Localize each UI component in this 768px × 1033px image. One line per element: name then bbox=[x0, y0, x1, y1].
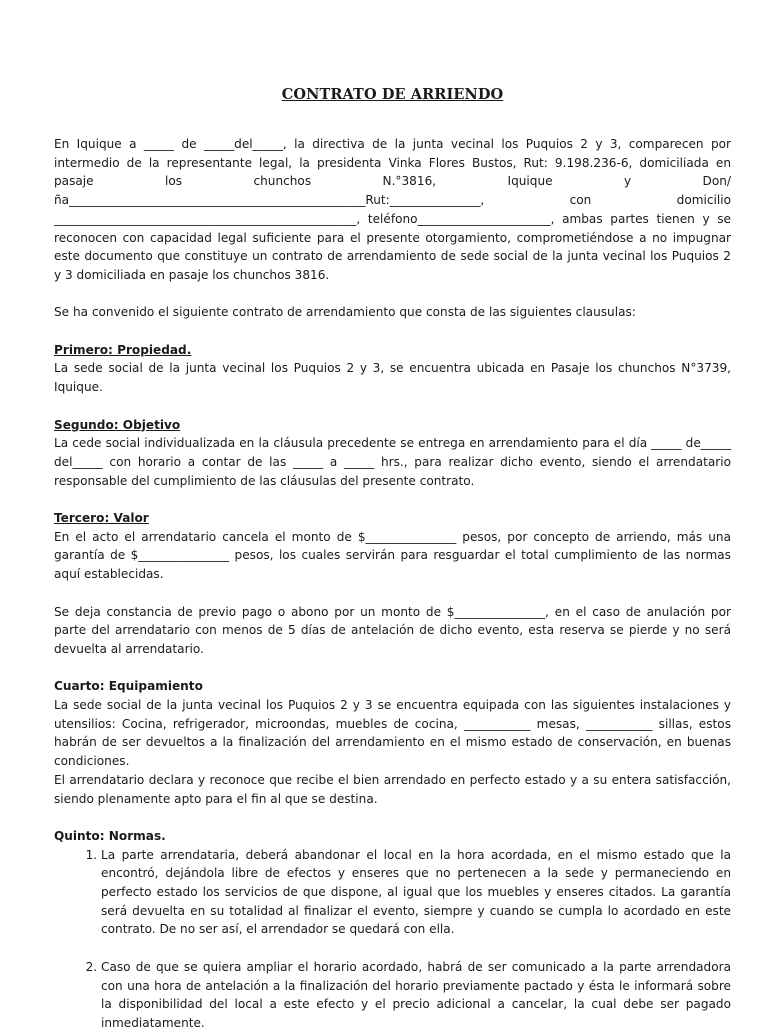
clause-segundo-heading: Segundo: Objetivo bbox=[54, 417, 181, 432]
agreement-paragraph: Se ha convenido el siguiente contrato de arrendamiento que consta de las siguientes clausulas: bbox=[54, 305, 636, 320]
norms-list bbox=[54, 846, 731, 1033]
clause-quinto-heading: Quinto: Normas. bbox=[54, 828, 166, 843]
clause-cuarto-heading: Cuarto: Equipamiento bbox=[54, 679, 203, 694]
intro-paragraph: En Iquique a _____ de _____del_____, la directiva de la junta vecinal los Puquios 2 y 3, comparecen por intermedio de la representante legal, la presidenta Vinka Flores Bustos, Rut: 9.198.236-6, domiciliada en pasaje los chunchos N.°3816, Iquique y Don/ña_________________________________________________Rut:_______________, con domicilio __________________________________________________, teléfono______________________, ambas partes tienen y se reconocen con capacidad legal suficiente para el presente otorgamiento, comprometiéndose a no impugnar este documento que constituye un contrato de arrendamiento de sede social de la junta vecinal los Puquios 2 y 3 domiciliada en pasaje los chunchos 3816. bbox=[54, 137, 731, 282]
clause-cuarto-text: La sede social de la junta vecinal los Puquios 2 y 3 se encuentra equipada con las siguientes instalaciones y utensilios: Cocina, refrigerador, microondas, muebles de cocina, ___________ mesas, ___________ sillas, estos habrán de ser devueltos a la finalización del arrendamiento en el mismo estado de conservación, en buenas condiciones. bbox=[54, 698, 731, 769]
clause-tercero-text: En el acto el arrendatario cancela el monto de $_______________ pesos, por concepto de arriendo, más una garantía de $_______________ pesos, los cuales servirán para resguardar el total cumplimiento de las normas aquí establecidas. bbox=[54, 529, 731, 582]
norm-item-2: 2. Caso de que se quiera ampliar el horario acordado, habrá de ser comunicado a la parte arrendadora con una hora de antelación a la finalización del horario previamente pactado y ésta le informará sobre la disponibilidad del local a este efecto y el precio adicional a cancelar, la cual debe ser pagado inmediatamente. bbox=[101, 958, 731, 1033]
clause-primero-heading: Primero: Propiedad. bbox=[54, 342, 192, 357]
norm-item-1: 1. La parte arrendataria, deberá abandonar el local en la hora acordada, en el mismo estado que la encontró, dejándola libre de efectos y enseres que no pertenecen a la sede y permaneciendo en perfecto estado los servicios de que dispone, al igual que los muebles y enseres citados. La garantía será devuelta en su totalidad al finalizar el evento, siempre y cuando se cumpla lo acordado en este contrato. De no ser así, el arrendador se quedará con ella. bbox=[101, 846, 731, 940]
clause-cuarto-text-2: El arrendatario declara y reconoce que recibe el bien arrendado en perfecto estado y a su entera satisfacción, siendo plenamente apto para el fin al que se destina. bbox=[54, 772, 731, 806]
clause-tercero-heading: Tercero: Valor bbox=[54, 511, 149, 525]
clause-tercero-text-2: Se deja constancia de previo pago o abono por un monto de $_______________, en el caso de anulación por parte del arrendatario con menos de 5 días de antelación de dicho evento, esta reserva se pierde y no será devuelta al arrendatario. bbox=[54, 604, 731, 656]
clause-primero-text: La sede social de la junta vecinal los Puquios 2 y 3, se encuentra ubicada en Pasaje los chunchos N°3739, Iquique. bbox=[54, 361, 731, 395]
clause-segundo-text: La cede social individualizada en la cláusula precedente se entrega en arrendamiento para el día _____ de_____ del_____ con horario a contar de las _____ a _____ hrs., para realizar dicho evento, siendo el arrendatario responsable del cumplimiento de las cláusulas del presente contrato. bbox=[54, 436, 731, 488]
document-title: CONTRATO DE ARRIENDO bbox=[281, 86, 504, 103]
